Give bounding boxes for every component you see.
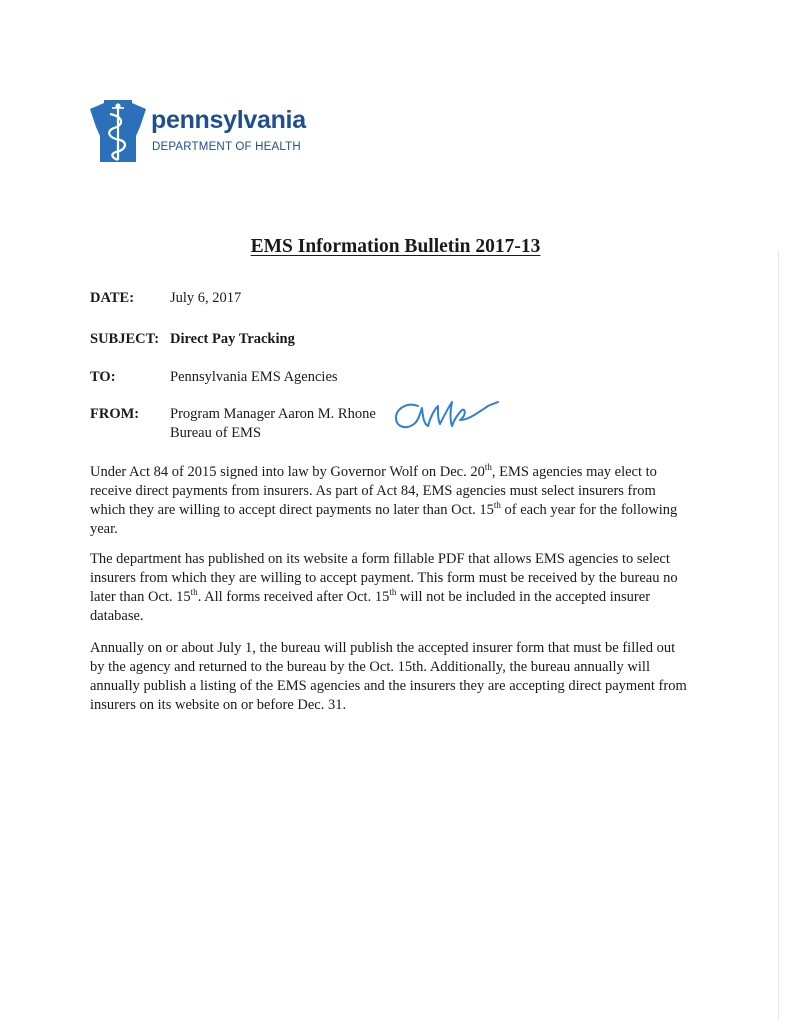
paragraph-act-84: Under Act 84 of 2015 signed into law by Governor Wolf on Dec. 20th, EMS agencies may elect to receive direct payments from insurers. As part of Act 84, EMS agencies must select insurers from which they are willing to accept direct payments no later than Oct. 15th of each year for the following year. (90, 462, 678, 537)
scan-edge-line (778, 250, 779, 1020)
to-label: TO: (90, 369, 116, 385)
logo-name: pennsylvania (151, 106, 306, 134)
from-name: Program Manager Aaron M. Rhone (170, 406, 376, 422)
bulletin-title-wrapper (0, 236, 791, 258)
paragraph-form: The department has published on its website a form fillable PDF that allows EMS agencies to select insurers from which they are willing to accept payment. This form must be received by the bureau no later than Oct. 15th. All forms received after Oct. 15th will not be included in the accepted insurer database. (90, 551, 678, 624)
paragraph-annual-publication: Annually on or about July 1, the bureau will publish the accepted insurer form that must be filled out by the agency and returned to the bureau by the Oct. 15th. Additionally, the bureau annually will annually publish a listing of the EMS agencies and the insurers they are accepting direct payment from insurers on its website on or before Dec. 31. (90, 640, 687, 713)
bulletin-title: EMS Information Bulletin 2017-13 (250, 236, 541, 257)
subject-label: SUBJECT: (90, 331, 160, 347)
signature-image (390, 394, 500, 439)
date-label: DATE: (90, 290, 135, 306)
subject-value: Direct Pay Tracking (170, 331, 295, 347)
from-bureau: Bureau of EMS (170, 425, 262, 441)
to-value: Pennsylvania EMS Agencies (170, 369, 338, 385)
from-label: FROM: (90, 406, 140, 422)
pa-health-logo (90, 100, 330, 170)
logo-department: DEPARTMENT OF HEALTH (152, 141, 301, 153)
date-value: July 6, 2017 (170, 290, 242, 306)
keystone-caduceus-icon (90, 100, 148, 170)
